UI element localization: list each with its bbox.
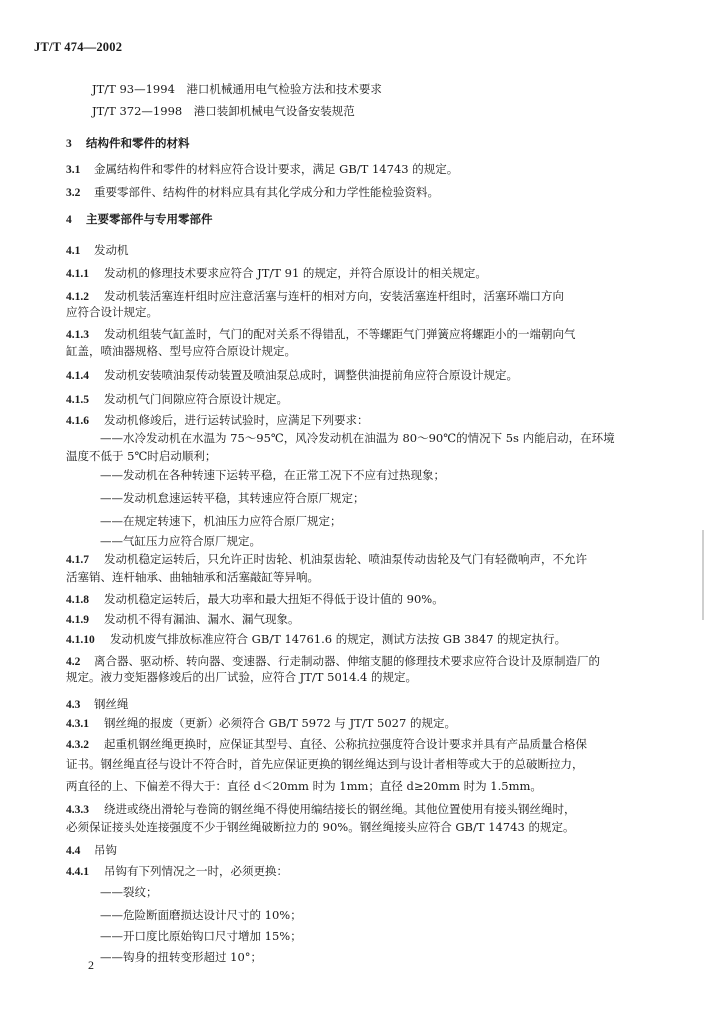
clause-text: 发动机组装气缸盖时，气门的配对关系不得错乱，不等螺距气门弹簧应将螺距小的一端朝向气 xyxy=(104,327,576,341)
clause-continuation xyxy=(100,514,342,528)
clause-number: 4.1.4 xyxy=(66,370,89,382)
clause-number: 4.1.3 xyxy=(66,329,89,341)
clause-continuation xyxy=(66,305,158,319)
clause-line xyxy=(66,185,439,200)
section-heading xyxy=(66,136,190,151)
clause-text: 钢丝绳 xyxy=(94,697,129,711)
clause-line xyxy=(66,392,288,407)
clause-line xyxy=(66,716,456,731)
clause-number: 4.1.5 xyxy=(66,394,89,406)
clause-text: 主要零部件与专用零部件 xyxy=(86,212,213,226)
clause-line xyxy=(66,327,576,342)
clause-line xyxy=(66,552,587,567)
clause-continuation xyxy=(66,570,319,584)
clause-line xyxy=(66,864,288,879)
clause-continuation xyxy=(100,468,445,482)
clause-text: 发动机废气排放标准应符合 GB/T 14761.6 的规定，测试方法按 GB 3847 的规定执行。 xyxy=(110,632,567,646)
clause-number: 3.1 xyxy=(66,164,81,176)
clause-text: ——发动机在各种转速下运转平稳，在正常工况下不应有过热现象； xyxy=(100,468,445,482)
clause-text: 绕进或绕出滑轮与卷筒的钢丝绳不得使用编结接长的钢丝绳。其他位置使用有接头钢丝绳时， xyxy=(104,802,576,816)
clause-number: 4 xyxy=(66,214,72,226)
clause-text: ——发动机怠速运转平稳，其转速应符合原厂规定； xyxy=(100,491,365,505)
clause-continuation xyxy=(66,820,574,834)
clause-line xyxy=(66,592,444,607)
clause-text: 应符合设计规定。 xyxy=(66,305,158,319)
clause-line xyxy=(66,289,564,304)
clause-number: 4.1 xyxy=(66,245,81,257)
clause-text: 发动机安装喷油泵传动装置及喷油泵总成时，调整供油提前角应符合原设计规定。 xyxy=(104,368,518,382)
clause-continuation xyxy=(66,757,584,771)
clause-text: 起重机钢丝绳更换时，应保证其型号、直径、公称抗拉强度符合设计要求并具有产品质量合格保 xyxy=(104,737,587,751)
clause-number: 4.3.2 xyxy=(66,739,89,751)
clause-text: 发动机的修理技术要求应符合 JT/T 91 的规定，并符合原设计的相关规定。 xyxy=(104,266,487,280)
clause-text: ——危险断面磨损达设计尺寸的 10%； xyxy=(100,908,302,922)
clause-line xyxy=(66,162,458,177)
clause-text: ——气缸压力应符合原厂规定。 xyxy=(100,534,261,548)
clause-text: 结构件和零件的材料 xyxy=(86,136,190,150)
scan-edge-mark xyxy=(702,530,704,620)
clause-continuation xyxy=(66,344,296,358)
clause-text: 发动机修竣后，进行运转试验时，应满足下列要求： xyxy=(104,413,369,427)
clause-text: 吊钩 xyxy=(94,843,117,857)
clause-text: 发动机不得有漏油、漏水、漏气现象。 xyxy=(104,612,300,626)
clause-line xyxy=(66,697,129,712)
clause-number: 3 xyxy=(66,138,72,150)
clause-continuation xyxy=(100,885,158,899)
clause-text: 活塞销、连杆轴承、曲轴轴承和活塞敲缸等异响。 xyxy=(66,570,319,584)
clause-number: 4.3.1 xyxy=(66,718,89,730)
clause-line xyxy=(66,632,566,647)
clause-text: ——开口度比原始钩口尺寸增加 15%； xyxy=(100,929,302,943)
clause-line xyxy=(66,368,518,383)
clause-number: 4.3 xyxy=(66,699,81,711)
clause-text: ——在规定转速下，机油压力应符合原厂规定； xyxy=(100,514,342,528)
clause-number: 4.4 xyxy=(66,845,81,857)
clause-text: 钢丝绳的报废（更新）必须符合 GB/T 5972 与 JT/T 5027 的规定。 xyxy=(104,716,456,730)
clause-text: 两直径的上、下偏差不得大于：直径 d＜20mm 时为 1mm；直径 d≥20mm 时为 1.5mm。 xyxy=(66,779,542,793)
clause-text: 规定。液力变矩器修竣后的出厂试验，应符合 JT/T 5014.4 的规定。 xyxy=(66,670,418,684)
clause-text: 重要零部件、结构件的材料应具有其化学成分和力学性能检验资料。 xyxy=(94,185,439,199)
clause-line xyxy=(66,802,576,817)
clause-text: ——水冷发动机在水温为 75～95℃，风冷发动机在油温为 80～90℃的情况下 5s 内能启动，在环境 xyxy=(100,431,615,445)
clause-continuation xyxy=(100,431,615,445)
clause-text: 发动机稳定运转后，最大功率和最大扭矩不得低于设计值的 90%。 xyxy=(104,592,444,606)
clause-line xyxy=(66,243,129,258)
section-heading xyxy=(66,212,213,227)
clause-number: 4.1.9 xyxy=(66,614,89,626)
clause-continuation xyxy=(100,950,262,964)
clause-text: 发动机气门间隙应符合原设计规定。 xyxy=(104,392,288,406)
clause-text: 发动机 xyxy=(94,243,129,257)
clause-number: 4.1.1 xyxy=(66,268,89,280)
clause-continuation xyxy=(66,449,216,463)
clause-continuation xyxy=(100,491,365,505)
clause-line xyxy=(66,654,600,669)
clause-text: 金属结构件和零件的材料应符合设计要求，满足 GB/T 14743 的规定。 xyxy=(94,162,459,176)
clause-text: 缸盖，喷油器规格、型号应符合原设计规定。 xyxy=(66,344,296,358)
clause-number: 4.1.2 xyxy=(66,291,89,303)
clause-number: 4.3.3 xyxy=(66,804,89,816)
clause-text: 吊钩有下列情况之一时，必须更换： xyxy=(104,864,288,878)
clause-line xyxy=(66,612,300,627)
clause-continuation xyxy=(66,670,417,684)
clause-number: 4.1.8 xyxy=(66,594,89,606)
clause-text: 发动机稳定运转后，只允许正时齿轮、机油泵齿轮、喷油泵传动齿轮及气门有轻微响声，不允许 xyxy=(104,552,587,566)
clause-number: 4.4.1 xyxy=(66,866,89,878)
page-number: 2 xyxy=(88,958,94,972)
clause-text: 温度不低于 5℃时启动顺利； xyxy=(66,449,217,463)
clause-continuation xyxy=(66,779,542,793)
clause-continuation xyxy=(100,908,302,922)
reference-line: JT/T 93—1994 港口机械通用电气检验方法和技术要求 xyxy=(92,82,382,96)
clause-number: 4.1.6 xyxy=(66,415,89,427)
clause-line xyxy=(66,413,369,428)
clause-line xyxy=(66,266,487,281)
clause-text: ——裂纹； xyxy=(100,885,158,899)
clause-number: 3.2 xyxy=(66,187,81,199)
clause-line xyxy=(66,843,117,858)
clause-continuation xyxy=(100,929,302,943)
clause-text: ——钩身的扭转变形超过 10°； xyxy=(100,950,263,964)
clause-number: 4.2 xyxy=(66,656,81,668)
clause-number: 4.1.7 xyxy=(66,554,89,566)
clause-line xyxy=(66,737,587,752)
reference-line: JT/T 372—1998 港口装卸机械电气设备安装规范 xyxy=(92,104,355,118)
clause-text: 必须保证接头处连接强度不少于钢丝绳破断拉力的 90%。钢丝绳接头应符合 GB/T 14743 的规定。 xyxy=(66,820,575,834)
clause-text: 发动机装活塞连杆组时应注意活塞与连杆的相对方向，安装活塞连杆组时，活塞环端口方向 xyxy=(104,289,564,303)
document-header: JT/T 474—2002 xyxy=(34,40,123,54)
clause-number: 4.1.10 xyxy=(66,634,95,646)
clause-text: 证书。钢丝绳直径与设计不符合时，首先应保证更换的钢丝绳达到与设计者相等或大于的总破断拉力， xyxy=(66,757,584,771)
clause-continuation xyxy=(100,534,261,548)
clause-text: 离合器、驱动桥、转向器、变速器、行走制动器、伸缩支腿的修理技术要求应符合设计及原制造厂的 xyxy=(94,654,600,668)
